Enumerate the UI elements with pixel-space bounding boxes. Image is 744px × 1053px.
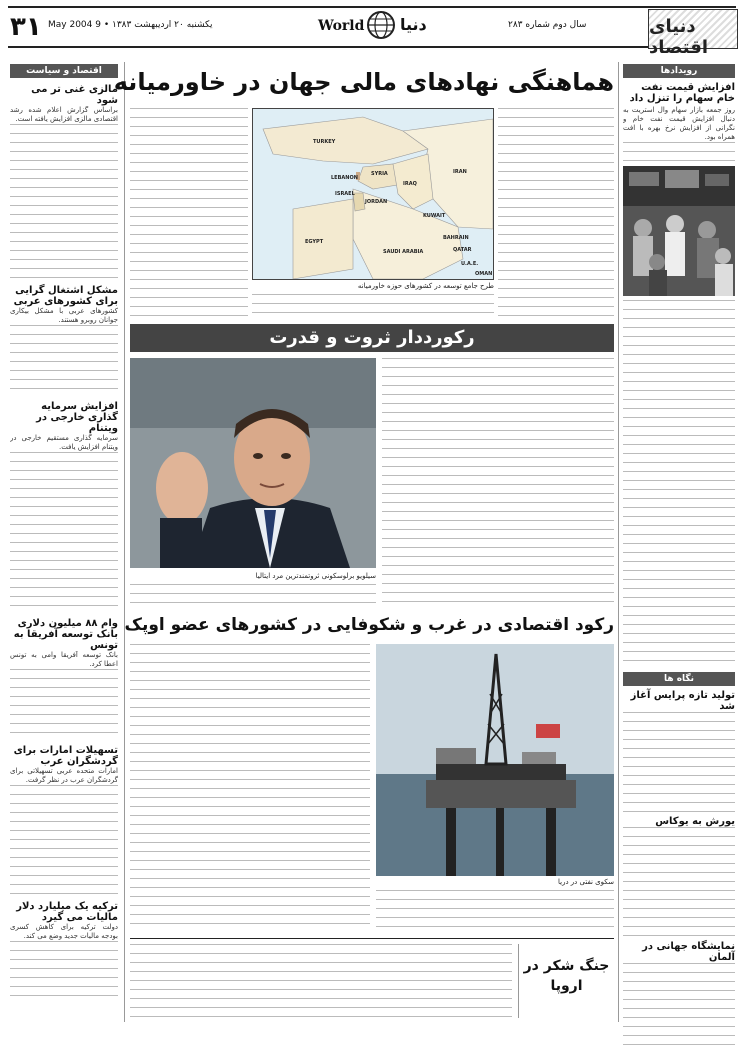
left-item-body: بانک توسعه آفریقا وامی به تونس اعطا کرد.: [10, 651, 118, 668]
newspaper-logo: دنیای اقتصاد: [648, 9, 738, 49]
right-lower-label: نگاه ها: [623, 672, 735, 686]
column-rule-right: [618, 62, 619, 1022]
map-label: QATAR: [453, 247, 472, 253]
left-item-headline: تسهیلات امارات برای گردشگران عرب: [13, 745, 118, 767]
trading-floor-photo: [623, 166, 735, 296]
text-lines: [623, 300, 735, 668]
text-lines: [10, 941, 118, 1001]
left-item-body: دولت ترکیه برای کاهش کسری بودجه مالیات جدید وضع می کند.: [10, 923, 118, 940]
sugar-text: [130, 944, 512, 1018]
lead-headline: هماهنگی نهادهای مالی جهان در خاورمیانه: [113, 68, 614, 96]
map-label: IRAQ: [403, 181, 417, 187]
lead-caption: طرح جامع توسعه در کشورهای حوزه خاورمیانه: [357, 282, 494, 290]
map-label: LEBANON: [331, 175, 358, 181]
opec-text-left: [130, 644, 370, 932]
middle-east-map: [252, 108, 494, 280]
page-number: ۳۱: [10, 12, 42, 42]
left-item-body: امارات متحده عربی تسهیلاتی برای گردشگران عرب در نظر گرفت.: [10, 767, 118, 784]
map-label: KUWAIT: [423, 213, 446, 219]
text-lines: [623, 142, 735, 164]
left-item-4: [10, 618, 118, 739]
second-story-text: [382, 358, 614, 606]
text-lines: [10, 785, 118, 895]
left-item-headline: ترکیه یک میلیارد دلار مالیات می گیرد: [16, 901, 118, 923]
sugar-headline: جنگ شکر در اروپا: [523, 958, 610, 994]
map-label: JORDAN: [365, 199, 388, 205]
left-item-5: [10, 745, 118, 895]
map-label: EGYPT: [305, 239, 324, 245]
caption-text-lines: [130, 584, 376, 606]
text-lines: [623, 963, 735, 1053]
left-item-6: [10, 901, 118, 1001]
left-item-2: [10, 285, 118, 395]
left-item-body: سرمایه گذاری مستقیم خارجی در ویتنام افزایش یافت.: [10, 434, 118, 451]
second-story-caption: سیلویو برلوسکونی ثروتمندترین مرد ایتالیا: [255, 572, 376, 580]
left-item-headline: مشکل اشتغال گرایی برای کشورهای عربی: [13, 285, 118, 307]
opec-caption: سکوی نفتی در دریا: [557, 878, 614, 886]
map-drawing: [253, 109, 494, 280]
left-item-headline: وام ۸۸ میلیون دلاری بانک توسعه آفریقا به تونس: [13, 618, 118, 651]
caption-text-lines: [376, 890, 614, 932]
text-lines: [10, 669, 118, 739]
map-label: OMAN: [475, 271, 493, 277]
caption-text-lines: [252, 294, 494, 320]
berlusconi-photo: [130, 358, 376, 568]
right-lead: روز جمعه بازار سهام وال استریت به دنبال افزایش قیمت نفت خام و نگرانی از افزایش نرخ بهره با افت همراه بود.: [623, 106, 735, 141]
map-label: SYRIA: [371, 171, 388, 177]
left-item-headline: مالزی غنی تر می شود: [31, 84, 118, 106]
left-section-label: اقتصاد و سیاست: [10, 64, 118, 78]
lead-text-left: [130, 108, 248, 320]
top-rule: [8, 6, 736, 8]
right-item-headline: یورش به یوکاس: [655, 816, 735, 827]
lead-text-right: [498, 108, 614, 320]
right-item-headline: تولید تازه پرایس آغاز شد: [630, 690, 735, 712]
left-item-body: کشورهای عربی با مشکل بیکاری جوانان روبرو هستند.: [10, 307, 118, 324]
issue-number: سال دوم شماره ۲۸۳: [508, 20, 587, 30]
bottom-rule: [130, 938, 614, 939]
map-label: SAUDI ARABIA: [383, 249, 424, 255]
masthead: [8, 6, 736, 58]
map-label: TURKEY: [313, 139, 336, 145]
left-item-headline: افزایش سرمایه گذاری خارجی در ویتنام: [36, 401, 118, 434]
map-label: U.A.E.: [461, 261, 479, 267]
text-lines: [623, 712, 735, 812]
sugar-box: [518, 944, 614, 1018]
bottom-rule: [8, 46, 736, 48]
oil-platform-photo: [376, 644, 614, 876]
issue-date: یکشنبه ۲۰ اردیبهشت ۱۳۸۳ • 9 May 2004: [48, 20, 213, 30]
platform-drawing: [376, 644, 614, 876]
left-column: [10, 64, 118, 1019]
portrait-drawing: [130, 358, 376, 568]
globe-icon: [366, 10, 396, 40]
left-item-body: براساس گزارش اعلام شده رشد اقتصادی مالزی افزایش یافته است.: [10, 106, 118, 123]
text-lines: [10, 452, 118, 612]
right-section-label: رویدادها: [623, 64, 735, 78]
text-lines: [10, 124, 118, 279]
right-item-headline: نمایشگاه جهانی در آلمان: [642, 941, 735, 963]
text-lines: [623, 827, 735, 937]
section-title-fa: دنیا: [400, 15, 427, 34]
left-item-3: [10, 401, 118, 612]
text-lines: [10, 325, 118, 395]
right-headline: افزایش قیمت نفت خام سهام را تنزل داد: [629, 82, 735, 104]
map-label: IRAN: [453, 169, 467, 175]
map-label: ISRAEL: [335, 191, 355, 197]
left-item-1: [10, 84, 118, 279]
section-title-en: World: [318, 18, 365, 34]
second-story-banner: رکورددار ثروت و قدرت: [130, 324, 614, 352]
right-column: [623, 64, 735, 1019]
opec-headline: رکود اقتصادی در غرب و شکوفایی در کشورهای عضو اوپک: [124, 615, 614, 635]
column-rule-left: [124, 62, 125, 1022]
map-label: BAHRAIN: [443, 235, 469, 241]
